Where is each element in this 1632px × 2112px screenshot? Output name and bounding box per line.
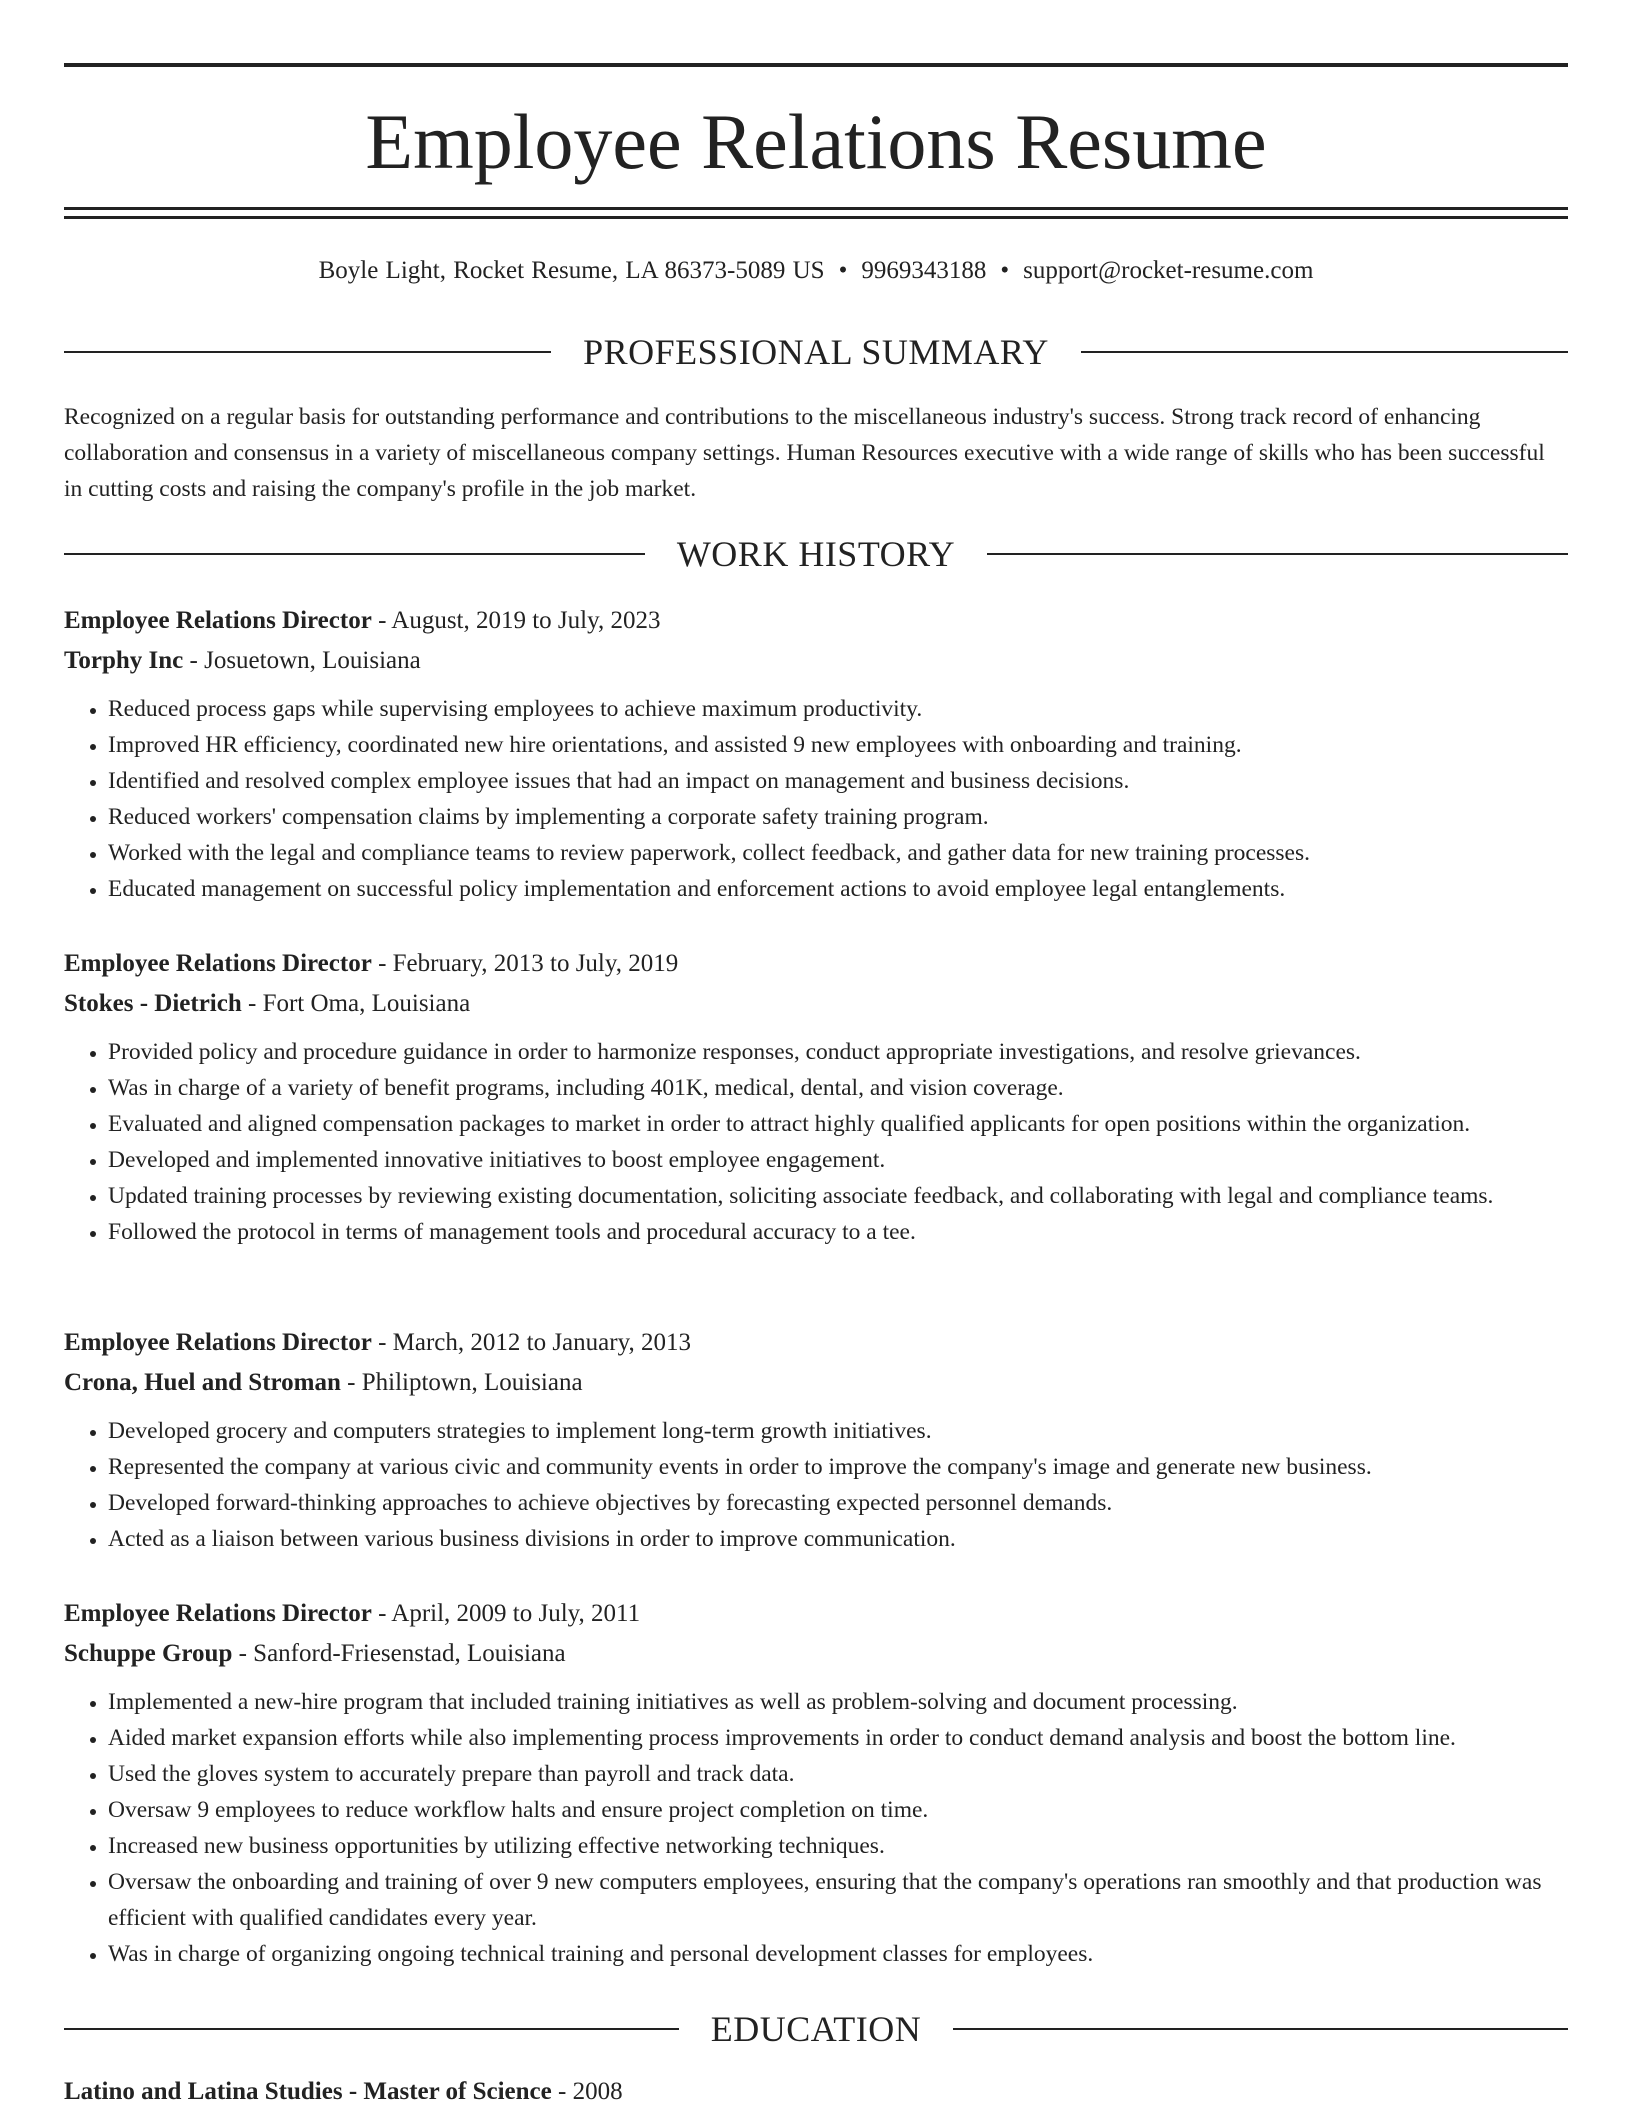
job-title-line — [64, 601, 1568, 641]
job-dates: - February, 2013 to July, 2019 — [371, 950, 679, 977]
job-bullet: • Represented the company at various civic and community events in order to improve the company's image and generate new business. — [108, 1449, 1568, 1485]
job-bullet: • Implemented a new-hire program that included training initiatives as well as problem-solving and document processing. — [108, 1684, 1568, 1720]
job-dates: - August, 2019 to July, 2023 — [371, 607, 661, 634]
top-rule — [64, 63, 1568, 67]
job-bullet: • Followed the protocol in terms of management tools and procedural accuracy to a tee. — [108, 1214, 1568, 1250]
job-bullet: • Used the gloves system to accurately prepare than payroll and track data. — [108, 1756, 1568, 1792]
job-company-line — [64, 1634, 1568, 1674]
job-bullet: • Developed grocery and computers strategies to implement long-term growth initiatives. — [108, 1413, 1568, 1449]
job-title: Employee Relations Director — [64, 607, 372, 634]
job-company: Schuppe Group — [64, 1640, 233, 1667]
job-entry — [64, 944, 1568, 1250]
job-bullet: • Provided policy and procedure guidance in order to harmonize responses, conduct appropriate investigations, and resolve grievances. — [108, 1034, 1568, 1070]
job-bullet: • Improved HR efficiency, coordinated new hire orientations, and assisted 9 new employees with onboarding and training. — [108, 727, 1568, 763]
work-history-heading-label: WORK HISTORY — [676, 534, 956, 574]
job-dates: - April, 2009 to July, 2011 — [371, 1600, 641, 1627]
job-bullet: • Developed and implemented innovative initiatives to boost employee engagement. — [108, 1142, 1568, 1178]
heading-rule-right — [987, 553, 1568, 555]
job-bullet: • Identified and resolved complex employee issues that had an impact on management and business decisions. — [108, 763, 1568, 799]
job-title-line — [64, 1594, 1568, 1634]
summary-text: Recognized on a regular basis for outstanding performance and contributions to the miscellaneous industry's success. Strong track record of enhancing collaboration and consensus in a variety of miscellaneous company settings. Human Resources executive with a wide range of skills who has been successful in cutting costs and raising the company's profile in the job market. — [64, 404, 1545, 502]
job-bullet-list — [64, 1684, 1568, 1972]
job-bullet: • Educated management on successful policy implementation and enforcement actions to avoid employee legal entanglements. — [108, 871, 1568, 907]
summary-heading-label: PROFESSIONAL SUMMARY — [583, 332, 1049, 372]
job-company: Stokes - Dietrich — [64, 990, 242, 1017]
job-company-line — [64, 641, 1568, 681]
job-location: - Sanford-Friesenstad, Louisiana — [232, 1640, 566, 1667]
job-bullet: • Developed forward-thinking approaches to achieve objectives by forecasting expected personnel demands. — [108, 1485, 1568, 1521]
job-company: Torphy Inc — [64, 647, 184, 674]
job-bullet: • Evaluated and aligned compensation packages to market in order to attract highly qualified applicants for open positions within the organization. — [108, 1106, 1568, 1142]
education-year: - 2008 — [551, 2078, 623, 2105]
job-title: Employee Relations Director — [64, 1600, 372, 1627]
job-bullet: • Oversaw 9 employees to reduce workflow halts and ensure project completion on time. — [108, 1792, 1568, 1828]
contact-email: support@rocket-resume.com — [1023, 257, 1314, 284]
summary-section-heading — [64, 330, 1568, 374]
job-dates: - March, 2012 to January, 2013 — [371, 1329, 691, 1356]
job-bullet-list — [64, 691, 1568, 907]
job-bullet: • Was in charge of a variety of benefit programs, including 401K, medical, dental, and vision coverage. — [108, 1070, 1568, 1106]
contact-line — [64, 253, 1568, 289]
heading-rule-left — [64, 553, 645, 555]
job-bullet-list — [64, 1413, 1568, 1557]
job-bullet: • Reduced workers' compensation claims by implementing a corporate safety training program. — [108, 799, 1568, 835]
job-bullet: • Worked with the legal and compliance teams to review paperwork, collect feedback, and gather data for new training processes. — [108, 835, 1568, 871]
heading-rule-right — [1081, 351, 1568, 353]
contact-phone: 9969343188 — [861, 257, 987, 284]
job-title: Employee Relations Director — [64, 1329, 372, 1356]
job-bullet-list — [64, 1034, 1568, 1250]
job-location: - Josuetown, Louisiana — [183, 647, 421, 674]
job-entry — [64, 1594, 1568, 1972]
title-double-rule — [64, 207, 1568, 219]
job-bullet: • Increased new business opportunities by utilizing effective networking techniques. — [108, 1828, 1568, 1864]
contact-separator: • — [838, 257, 848, 284]
job-company-line — [64, 984, 1568, 1024]
job-company-line — [64, 1363, 1568, 1403]
contact-address: Boyle Light, Rocket Resume, LA 86373-5089 US — [318, 257, 825, 284]
job-title: Employee Relations Director — [64, 950, 372, 977]
education-entry — [64, 2072, 1568, 2112]
job-entry — [64, 601, 1568, 907]
job-title-line — [64, 944, 1568, 984]
job-bullet: • Reduced process gaps while supervising employees to achieve maximum productivity. — [108, 691, 1568, 727]
heading-rule-left — [64, 351, 551, 353]
contact-separator: • — [1000, 257, 1010, 284]
job-company: Crona, Huel and Stroman — [64, 1369, 341, 1396]
job-bullet: • Oversaw the onboarding and training of over 9 new computers employees, ensuring that the company's operations ran smoothly and that production was efficient with qualified candidates every year. — [108, 1864, 1568, 1936]
job-entry — [64, 1323, 1568, 1557]
education-degree: Latino and Latina Studies - Master of Science — [64, 2078, 552, 2105]
heading-rule-left — [64, 2028, 679, 2030]
education-heading-label: EDUCATION — [710, 2009, 922, 2049]
job-location: - Philiptown, Louisiana — [340, 1369, 583, 1396]
job-bullet: • Aided market expansion efforts while also implementing process improvements in order to conduct demand analysis and boost the bottom line. — [108, 1720, 1568, 1756]
education-section-heading — [64, 2007, 1568, 2051]
work-history-section-heading — [64, 532, 1568, 576]
job-bullet: • Updated training processes by reviewing existing documentation, soliciting associate feedback, and collaborating with legal and compliance teams. — [108, 1178, 1568, 1214]
job-bullet: • Was in charge of organizing ongoing technical training and personal development classes for employees. — [108, 1936, 1568, 1972]
job-location: - Fort Oma, Louisiana — [241, 990, 471, 1017]
job-title-line — [64, 1323, 1568, 1363]
job-bullet: • Acted as a liaison between various business divisions in order to improve communication. — [108, 1521, 1568, 1557]
resume-title: Employee Relations Resume — [365, 98, 1267, 185]
heading-rule-right — [953, 2028, 1568, 2030]
